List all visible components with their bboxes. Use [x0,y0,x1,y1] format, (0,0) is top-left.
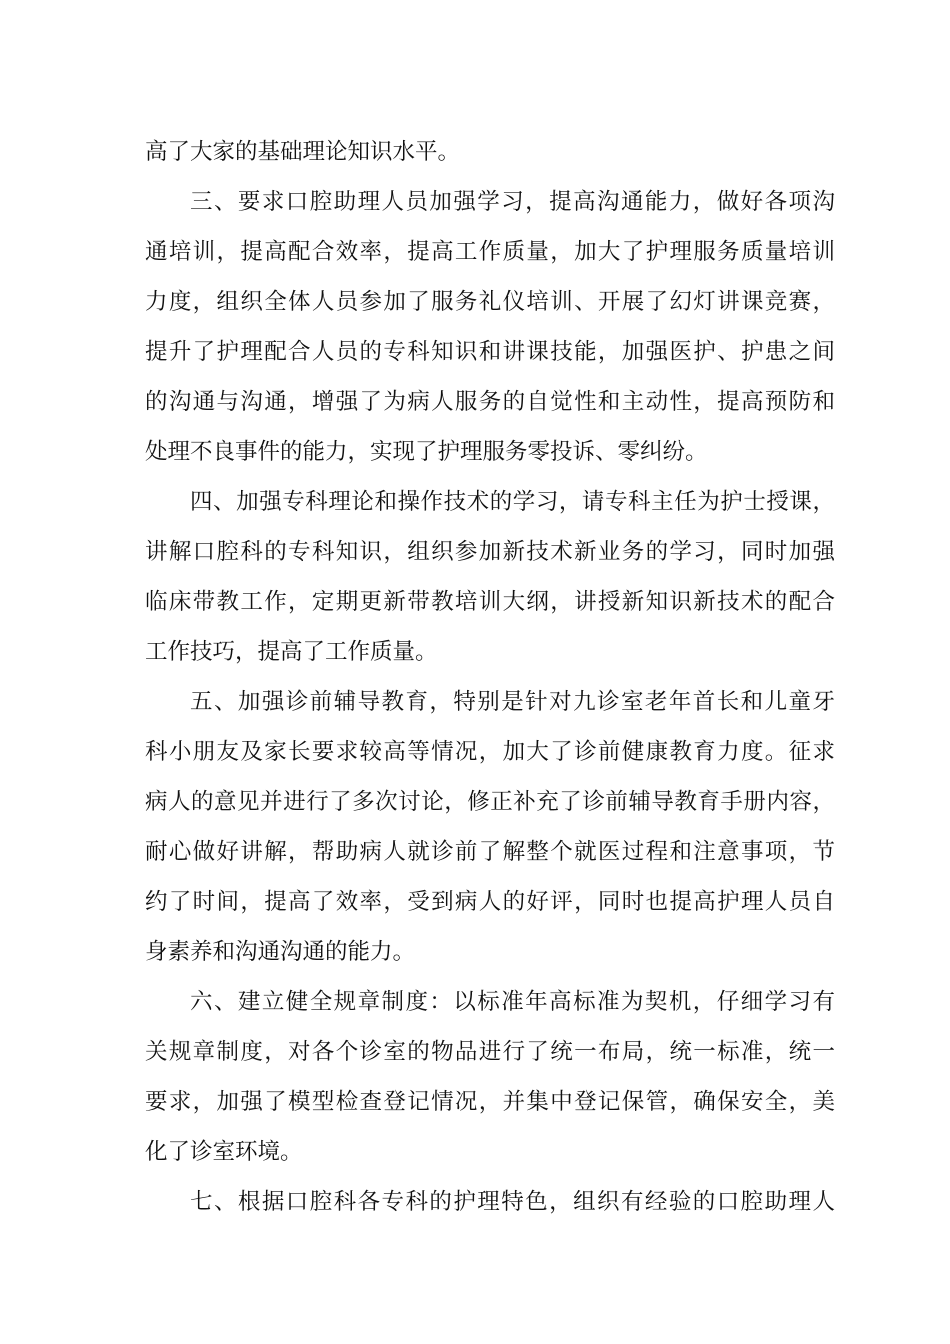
text-line: 身素养和沟通沟通的能力。 [145,939,416,965]
text-line: 通培训，提高配合效率，提高工作质量，加大了护理服务质量培训 [145,239,835,265]
text-line: 高了大家的基础理论知识水平。 [145,139,461,165]
text-line: 七、根据口腔科各专科的护理特色，组织有经验的口腔助理人 [190,1189,835,1215]
text-line: 六、建立健全规章制度：以标准年高标准为契机，仔细学习有 [190,989,835,1015]
text-line: 工作技巧，提高了工作质量。 [145,639,438,665]
text-line: 处理不良事件的能力，实现了护理服务零投诉、零纠纷。 [145,439,708,465]
text-line: 要求，加强了模型检查登记情况，并集中登记保管，确保安全，美 [145,1089,835,1115]
text-line: 三、要求口腔助理人员加强学习，提高沟通能力，做好各项沟 [190,189,835,215]
text-line: 临床带教工作，定期更新带教培训大纲，讲授新知识新技术的配合 [145,589,835,615]
text-line: 的沟通与沟通，增强了为病人服务的自觉性和主动性，提高预防和 [145,389,835,415]
text-line: 耐心做好讲解，帮助病人就诊前了解整个就医过程和注意事项，节 [145,839,835,865]
text-line: 四、加强专科理论和操作技术的学习，请专科主任为护士授课， [190,489,835,515]
text-line: 关规章制度，对各个诊室的物品进行了统一布局，统一标准，统一 [145,1039,835,1065]
text-line: 提升了护理配合人员的专科知识和讲课技能，加强医护、护患之间 [145,339,835,365]
text-line: 讲解口腔科的专科知识，组织参加新技术新业务的学习，同时加强 [145,539,835,565]
text-line: 约了时间，提高了效率，受到病人的好评，同时也提高护理人员自 [145,889,835,915]
text-line: 病人的意见并进行了多次讨论，修正补充了诊前辅导教育手册内容， [145,789,835,815]
text-line: 五、加强诊前辅导教育，特别是针对九诊室老年首长和儿童牙 [190,689,835,715]
text-line: 科小朋友及家长要求较高等情况，加大了诊前健康教育力度。征求 [145,739,835,765]
text-line: 力度，组织全体人员参加了服务礼仪培训、开展了幻灯讲课竞赛， [145,289,835,315]
text-line: 化了诊室环境。 [145,1139,303,1165]
